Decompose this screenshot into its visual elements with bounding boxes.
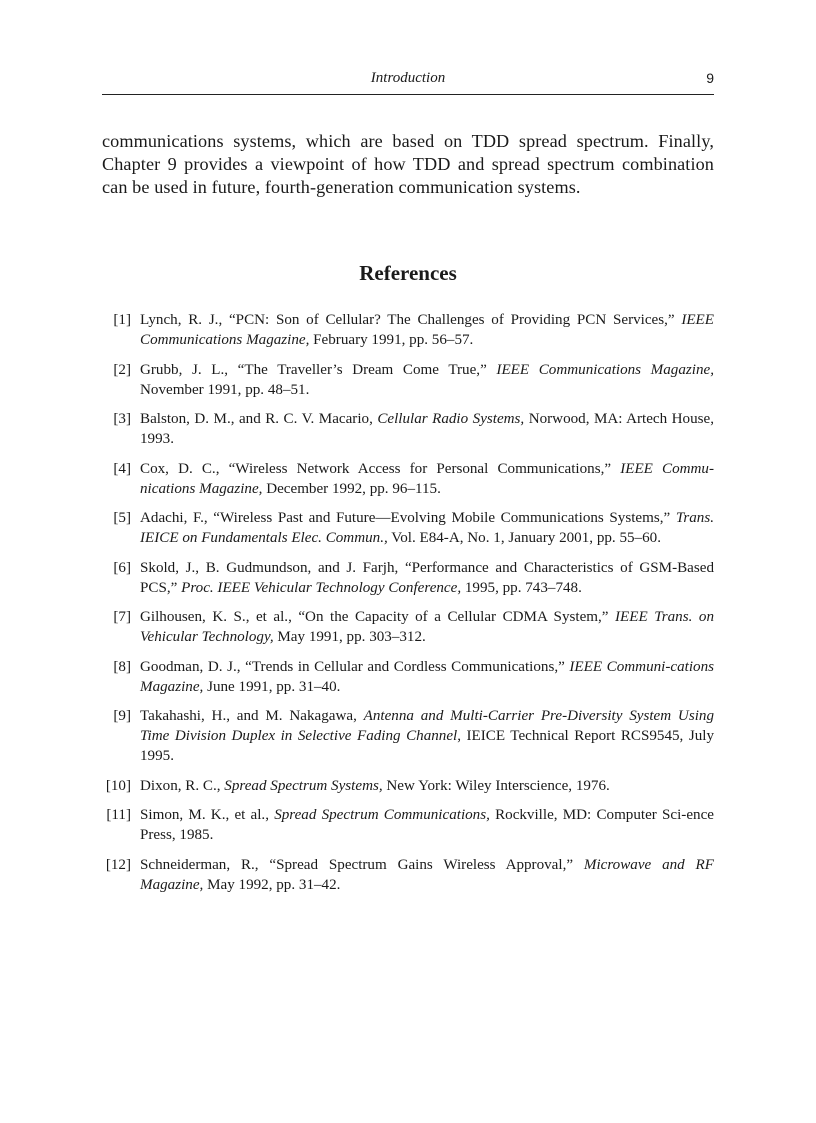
reference-text-segment: Cox, D. C., “Wireless Network Access for Personal Communications,” [140, 460, 621, 477]
reference-text-segment: New York: Wiley Interscience, 1976. [382, 777, 610, 794]
reference-item [102, 855, 714, 895]
reference-text-segment: 1995, pp. 743–748. [461, 579, 582, 596]
reference-text [140, 778, 610, 794]
reference-label: [8] [113, 658, 131, 675]
reference-source-title: IEEE Communications Magazine, [140, 312, 714, 348]
reference-label: [3] [113, 411, 131, 427]
reference-text-segment: Simon, M. K., et al., [140, 807, 275, 823]
reference-source-title: Antenna and Multi-Carrier Pre-Diversity System Using Time Division Duplex in Selective Fading Channel [140, 708, 714, 744]
reference-item [102, 310, 714, 350]
reference-label: [4] [113, 460, 131, 477]
reference-item [102, 706, 714, 766]
reference-source-title: IEEE Communi-cations Magazine, [140, 658, 714, 695]
reference-text-segment: May 1992, pp. 31–42. [203, 876, 341, 893]
reference-source-title: IEEE Communications Magazine, [496, 361, 714, 378]
reference-text [140, 312, 714, 348]
reference-text-segment: May 1991, pp. 303–312. [273, 629, 426, 645]
reference-text-segment: Adachi, F., “Wireless Past and Future—Evolving Mobile Communications Systems,” [140, 510, 676, 526]
reference-text [140, 560, 714, 596]
reference-text-segment: Norwood, MA: Artech House, 1993. [140, 411, 714, 447]
reference-item [102, 657, 714, 697]
reference-text [140, 362, 714, 398]
reference-text-segment: Lynch, R. J., “PCN: Son of Cellular? The Challenges of Providing PCN Services,” [140, 312, 682, 328]
reference-item [102, 459, 714, 499]
reference-text-segment: Vol. E84-A, No. 1, January 2001, pp. 55–60. [387, 530, 661, 546]
reference-label: [10] [105, 777, 131, 794]
reference-text [140, 510, 714, 546]
reference-source-title: IEEE Trans. on Vehicular Technology, [140, 609, 714, 645]
reference-text-segment: November 1991, pp. 48–51. [140, 381, 310, 398]
reference-text-segment: Takahashi, H., and M. Nakagawa, [140, 708, 364, 724]
page-number: 9 [706, 70, 714, 86]
reference-label: [7] [113, 609, 131, 625]
reference-label: [1] [113, 312, 131, 328]
reference-text [140, 461, 714, 497]
body-paragraph: communications systems, which are based on TDD spread spectrum. Finally, Chapter 9 provides a viewpoint of how TDD and spread spectrum combination can be used in future, fourth-generation communication systems. [102, 131, 714, 197]
reference-item [102, 776, 714, 796]
running-title: Introduction [370, 70, 446, 86]
reference-source-title: Cellular Radio Systems, [377, 411, 525, 427]
reference-text-segment: Dixon, R. C., [140, 777, 225, 794]
reference-text-segment: Skold, J., B. Gudmundson, and J. Farjh, “Performance and Characteristics of GSM-Based PCS,” [140, 559, 714, 596]
reference-text-segment: Goodman, D. J., “Trends in Cellular and Cordless Communications,” [140, 658, 570, 675]
reference-text-segment: Gilhousen, K. S., et al., “On the Capacity of a Cellular CDMA System,” [140, 609, 615, 625]
reference-text-segment: June 1991, pp. 31–40. [203, 678, 341, 695]
references-heading: References [359, 261, 457, 285]
reference-text [140, 609, 714, 645]
reference-label: [5] [113, 510, 131, 526]
reference-text [140, 411, 714, 447]
reference-item [102, 805, 714, 845]
reference-label: [11] [106, 807, 131, 823]
references-list [102, 310, 714, 904]
reference-item [102, 607, 714, 647]
reference-item [102, 409, 714, 449]
reference-source-title: IEEE Commu-nications Magazine, [140, 460, 715, 497]
reference-source-title: Microwave and RF Magazine, [140, 856, 714, 893]
reference-text-segment: Schneiderman, R., “Spread Spectrum Gains Wireless Approval,” [140, 856, 584, 873]
reference-text-segment: , IEICE Technical Report RCS9545, July 1995. [140, 728, 714, 764]
reference-label: [6] [113, 559, 131, 576]
reference-source-title: Spread Spectrum Systems, [224, 777, 383, 794]
reference-text-segment: Rockville, MD: Computer Sci-ence Press, 1985. [140, 807, 714, 843]
reference-text [140, 708, 714, 764]
running-head [102, 68, 714, 95]
reference-label: [9] [113, 708, 131, 724]
reference-source-title: Trans. IEICE on Fundamentals Elec. Commun., [140, 510, 714, 546]
reference-text-segment: December 1992, pp. 96–115. [262, 480, 441, 497]
reference-item [102, 360, 714, 400]
reference-label: [12] [105, 856, 131, 873]
reference-label: [2] [113, 361, 131, 378]
reference-text-segment: February 1991, pp. 56–57. [309, 332, 474, 348]
reference-item [102, 558, 714, 598]
reference-source-title: Spread Spectrum Communications, [274, 807, 490, 823]
reference-text [140, 659, 714, 695]
reference-text-segment: Grubb, J. L., “The Traveller’s Dream Come True,” [140, 361, 497, 378]
reference-source-title: Proc. IEEE Vehicular Technology Conference, [181, 579, 462, 596]
reference-text [140, 857, 714, 893]
reference-text-segment: Balston, D. M., and R. C. V. Macario, [140, 411, 378, 427]
reference-text [140, 807, 714, 843]
reference-item [102, 508, 714, 548]
